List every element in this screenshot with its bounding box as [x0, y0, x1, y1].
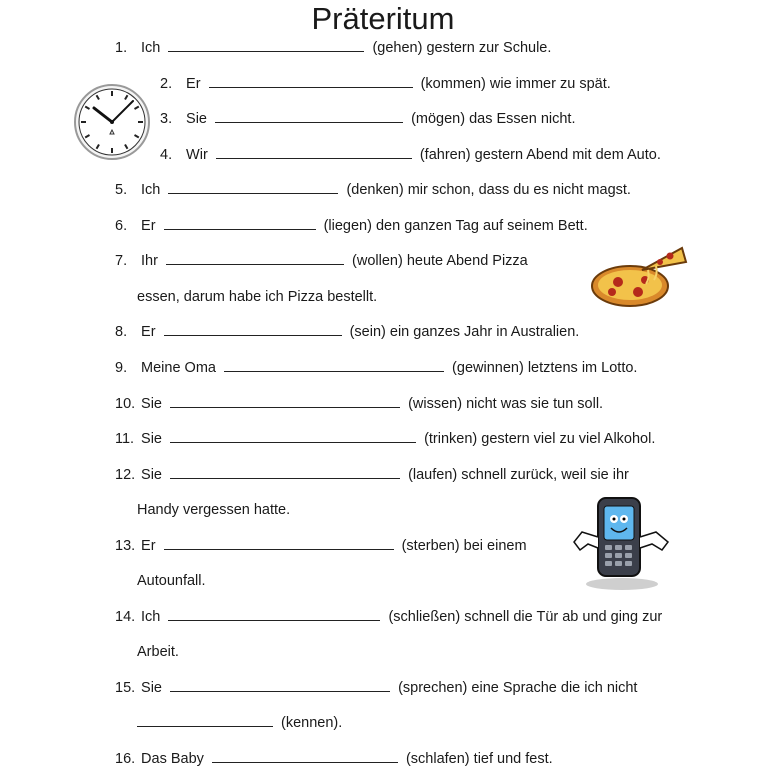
exercise-number: 11.	[115, 431, 135, 447]
answer-blank[interactable]	[166, 252, 344, 265]
answer-blank[interactable]	[170, 466, 400, 479]
exercise-14-continuation: Arbeit.	[137, 644, 179, 660]
exercise-12	[115, 466, 629, 484]
exercise-text: eine Sprache die ich nicht	[471, 680, 638, 696]
exercise-text: gestern zur Schule.	[426, 40, 552, 56]
exercise-2	[160, 75, 611, 93]
exercise-14	[115, 608, 662, 626]
exercise-3	[160, 110, 576, 128]
exercise-verb: (sein)	[349, 324, 386, 340]
exercise-text: gestern viel zu viel Alkohol.	[481, 431, 656, 447]
exercise-text: schnell zurück, weil sie ihr	[461, 467, 629, 483]
exercise-number: 9.	[115, 360, 128, 376]
exercise-number: 8.	[115, 324, 128, 340]
answer-blank[interactable]	[212, 750, 398, 763]
exercise-number: 14.	[115, 609, 136, 625]
exercise-verb: (gewinnen)	[452, 360, 524, 376]
exercise-7	[115, 252, 528, 270]
exercise-4	[160, 146, 661, 164]
exercise-text: wie immer zu spät.	[489, 76, 611, 92]
exercise-subject: Sie	[141, 467, 162, 483]
exercise-text: bei einem	[463, 538, 527, 554]
exercise-verb: (gehen)	[372, 40, 423, 56]
exercise-number: 16.	[115, 751, 136, 767]
exercise-verb: (schließen)	[388, 609, 461, 625]
exercise-verb: (liegen)	[323, 218, 372, 234]
answer-blank[interactable]	[224, 359, 444, 372]
exercise-15	[115, 679, 637, 697]
exercise-subject: Ihr	[141, 253, 158, 269]
exercise-10	[115, 395, 603, 413]
answer-blank[interactable]	[137, 714, 273, 727]
exercise-number: 1.	[115, 40, 128, 56]
exercise-8	[115, 323, 579, 341]
exercise-1	[115, 39, 551, 57]
exercise-text: ein ganzes Jahr in Australien.	[389, 324, 580, 340]
exercise-verb: (laufen)	[408, 467, 458, 483]
exercise-subject: Sie	[141, 431, 162, 447]
answer-blank[interactable]	[170, 395, 400, 408]
exercise-number: 2.	[160, 76, 173, 92]
exercise-verb: (sterben)	[401, 538, 460, 554]
exercise-subject: Ich	[141, 182, 161, 198]
answer-blank[interactable]	[170, 430, 416, 443]
exercise-15-continuation	[137, 714, 342, 732]
exercise-verb: (sprechen)	[398, 680, 468, 696]
exercise-text: tief und fest.	[473, 751, 553, 767]
exercise-verb: (trinken)	[424, 431, 478, 447]
exercise-verb: (fahren)	[419, 147, 471, 163]
page-title: Präteritum	[311, 1, 455, 36]
answer-blank[interactable]	[216, 146, 412, 159]
exercise-subject: Sie	[186, 111, 207, 127]
answer-blank[interactable]	[209, 75, 413, 88]
exercise-subject: Ich	[141, 609, 161, 625]
exercise-number: 4.	[160, 147, 173, 163]
answer-blank[interactable]	[164, 217, 316, 230]
exercise-subject: Er	[141, 538, 156, 554]
exercise-6	[115, 217, 588, 235]
exercise-number: 5.	[115, 182, 128, 198]
exercise-verb: (denken)	[346, 182, 404, 198]
clock-icon	[73, 83, 151, 161]
exercise-verb: (schlafen)	[405, 751, 470, 767]
exercise-subject: Er	[141, 218, 156, 234]
exercise-subject: Meine Oma	[141, 360, 216, 376]
exercise-11	[115, 430, 655, 448]
exercise-5	[115, 181, 631, 199]
exercise-number: 13.	[115, 538, 136, 554]
exercise-number: 3.	[160, 111, 173, 127]
exercise-text: gestern Abend mit dem Auto.	[474, 147, 661, 163]
exercise-subject: Wir	[186, 147, 208, 163]
exercise-subject: Sie	[141, 680, 162, 696]
exercise-subject: Er	[141, 324, 156, 340]
pizza-icon	[590, 240, 690, 310]
exercise-text: den ganzen Tag auf seinem Bett.	[375, 218, 588, 234]
answer-blank[interactable]	[164, 537, 394, 550]
exercise-number: 10.	[115, 396, 136, 412]
exercise-verb: (mögen)	[411, 111, 466, 127]
exercise-text: letztens im Lotto.	[527, 360, 638, 376]
exercise-verb: (kennen).	[281, 715, 343, 731]
answer-blank[interactable]	[168, 39, 364, 52]
exercise-text: schnell die Tür ab und ging zur	[464, 609, 663, 625]
exercise-number: 6.	[115, 218, 128, 234]
exercise-7-continuation: essen, darum habe ich Pizza bestellt.	[137, 289, 378, 305]
exercise-subject: Ich	[141, 40, 161, 56]
exercise-verb: (wissen)	[408, 396, 463, 412]
exercise-verb: (wollen)	[352, 253, 403, 269]
exercise-subject: Das Baby	[141, 751, 204, 767]
exercise-verb: (kommen)	[420, 76, 486, 92]
answer-blank[interactable]	[168, 181, 338, 194]
answer-blank[interactable]	[170, 679, 390, 692]
exercise-number: 12.	[115, 467, 136, 483]
answer-blank[interactable]	[168, 608, 380, 621]
exercise-text: das Essen nicht.	[469, 111, 576, 127]
exercise-13-continuation: Autounfall.	[137, 573, 206, 589]
exercise-text: nicht was sie tun soll.	[466, 396, 604, 412]
exercise-13	[115, 537, 527, 555]
mobile-phone-icon	[568, 492, 676, 592]
exercise-subject: Er	[186, 76, 201, 92]
exercise-text: mir schon, dass du es nicht magst.	[407, 182, 631, 198]
exercise-number: 7.	[115, 253, 128, 269]
exercise-text: heute Abend Pizza	[406, 253, 528, 269]
exercise-number: 15.	[115, 680, 136, 696]
answer-blank[interactable]	[164, 323, 342, 336]
exercise-16	[115, 750, 553, 768]
exercise-subject: Sie	[141, 396, 162, 412]
exercise-9	[115, 359, 637, 377]
exercise-12-continuation: Handy vergessen hatte.	[137, 502, 291, 518]
answer-blank[interactable]	[215, 110, 403, 123]
